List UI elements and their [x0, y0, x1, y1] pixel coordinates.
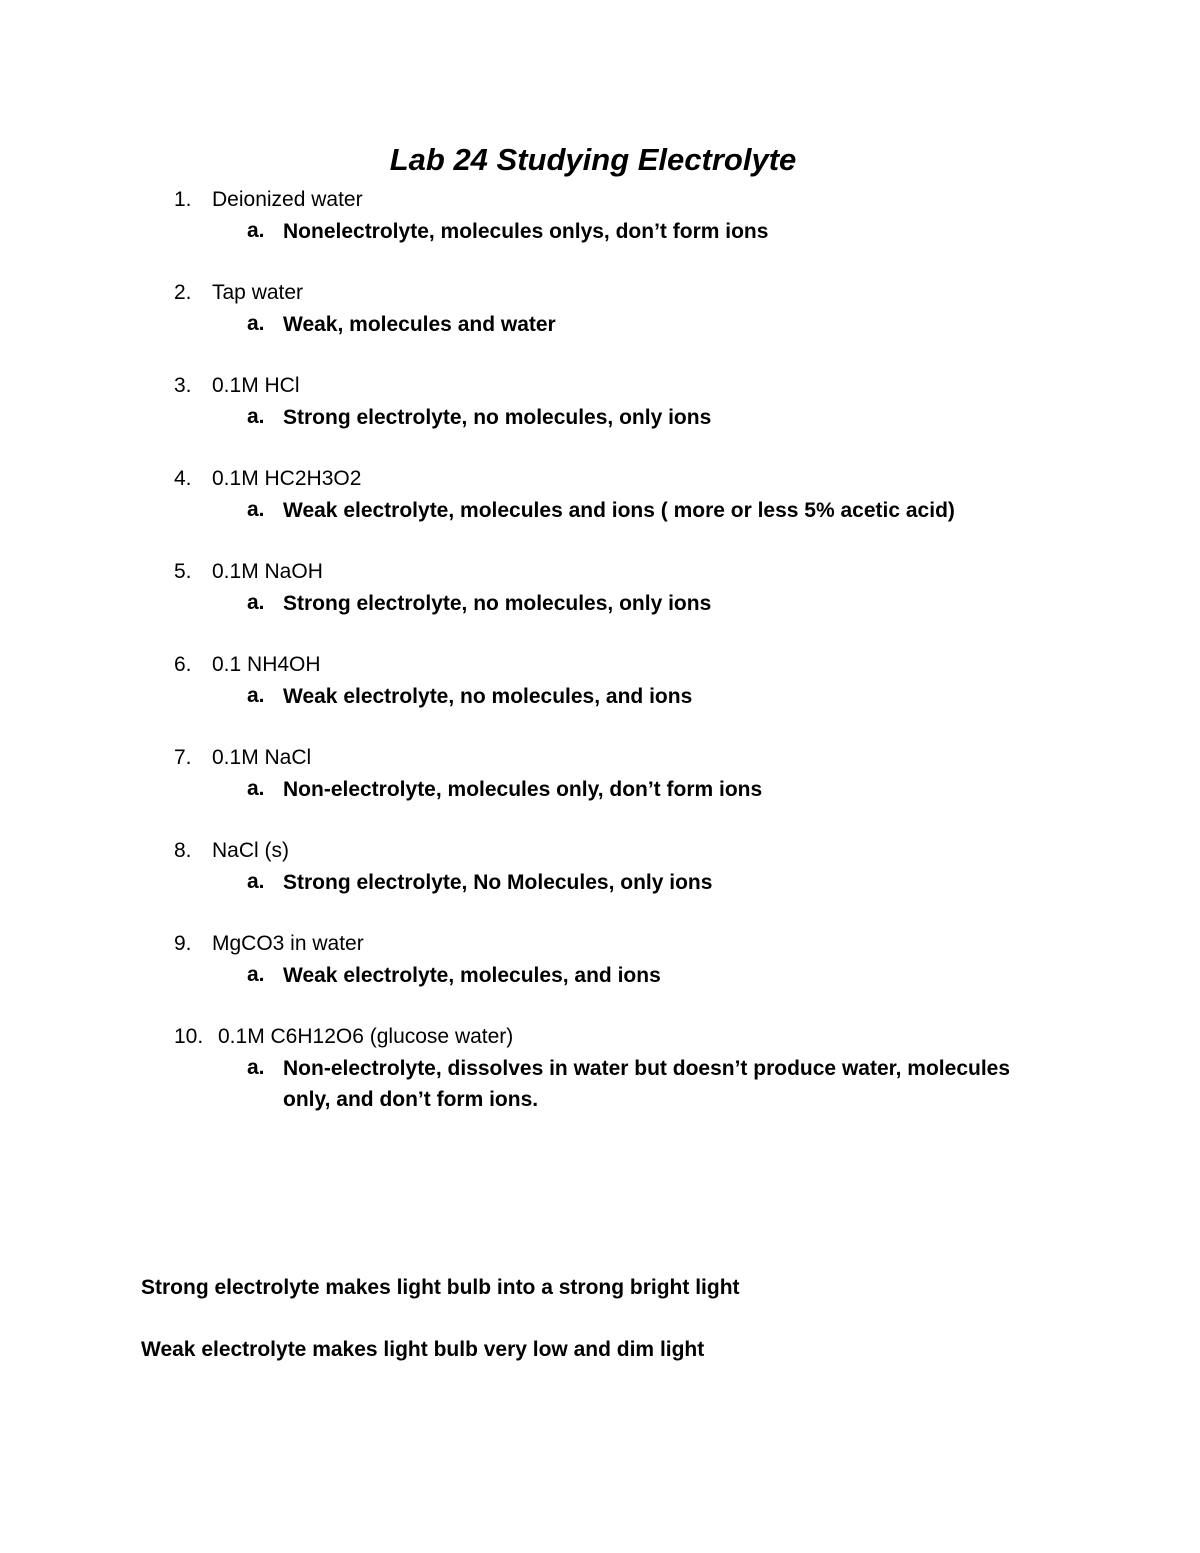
sub-item-letter: a. — [247, 405, 265, 428]
item-number: 5. — [174, 560, 192, 583]
item-number: 7. — [174, 746, 192, 769]
list-item — [0, 1022, 1200, 1115]
item-number: 3. — [174, 374, 192, 397]
list-item — [0, 836, 1200, 929]
sub-item-letter: a. — [247, 219, 265, 242]
page-title: Lab 24 Studying Electrolyte — [389, 142, 797, 177]
item-number: 1. — [174, 188, 192, 211]
sub-item-letter: a. — [247, 498, 265, 521]
item-answer: Weak, molecules and water — [283, 313, 556, 336]
item-name: NaCl (s) — [212, 839, 289, 862]
sub-item-letter: a. — [247, 684, 265, 707]
list-item — [0, 185, 1200, 278]
item-number: 9. — [174, 932, 192, 955]
item-number: 10. — [174, 1025, 204, 1048]
item-answer: Strong electrolyte, No Molecules, only ions — [283, 871, 713, 894]
item-answer: Nonelectrolyte, molecules onlys, don’t form ions — [283, 220, 769, 243]
sub-item-letter: a. — [247, 312, 265, 335]
list-item — [0, 278, 1200, 371]
sub-item-letter: a. — [247, 870, 265, 893]
item-number: 8. — [174, 839, 192, 862]
item-number: 6. — [174, 653, 192, 676]
list-item — [0, 557, 1200, 650]
list-item — [0, 743, 1200, 836]
sub-item-letter: a. — [247, 963, 265, 986]
list-item — [0, 929, 1200, 1022]
weak-electrolyte-note: Weak electrolyte makes light bulb very low and dim light — [141, 1338, 705, 1361]
sub-item-letter: a. — [247, 591, 265, 614]
item-name: 0.1M NaCl — [212, 746, 312, 769]
sub-item-letter: a. — [247, 1056, 265, 1079]
item-answer: Weak electrolyte, molecules, and ions — [283, 964, 661, 987]
item-name: 0.1M C6H12O6 (glucose water) — [218, 1025, 514, 1048]
item-number: 2. — [174, 281, 192, 304]
item-name: 0.1M NaOH — [212, 560, 323, 583]
strong-electrolyte-note: Strong electrolyte makes light bulb into a strong bright light — [141, 1276, 740, 1299]
list-item — [0, 464, 1200, 557]
item-number: 4. — [174, 467, 192, 490]
item-name: 0.1M HCl — [212, 374, 300, 397]
item-answer: Weak electrolyte, no molecules, and ions — [283, 685, 693, 708]
electrolyte-list — [0, 185, 1200, 1115]
item-name: Tap water — [212, 281, 304, 304]
item-name: MgCO3 in water — [212, 932, 364, 955]
sub-item-letter: a. — [247, 777, 265, 800]
item-answer: Non-electrolyte, molecules only, don’t form ions — [283, 778, 763, 801]
list-item — [0, 371, 1200, 464]
item-answer: Weak electrolyte, molecules and ions ( more or less 5% acetic acid) — [283, 499, 955, 522]
item-answer: Strong electrolyte, no molecules, only ions — [283, 592, 712, 615]
item-name: Deionized water — [212, 188, 363, 211]
item-answer: Non-electrolyte, dissolves in water but doesn’t produce water, molecules only, and don’t form ions. — [283, 1057, 1011, 1111]
item-answer: Strong electrolyte, no molecules, only ions — [283, 406, 712, 429]
item-name: 0.1 NH4OH — [212, 653, 321, 676]
list-item — [0, 650, 1200, 743]
item-name: 0.1M HC2H3O2 — [212, 467, 362, 490]
